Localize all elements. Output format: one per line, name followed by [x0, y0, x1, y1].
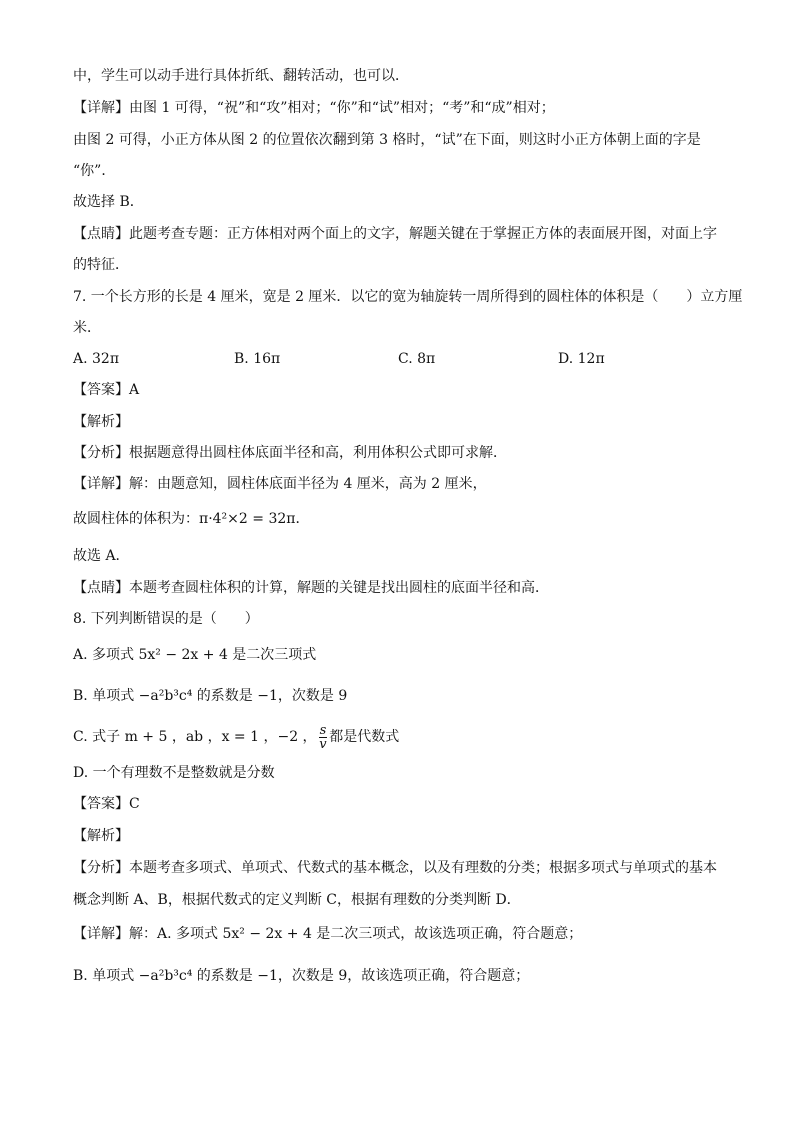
text-line: 由图 2 可得，小正方体从图 2 的位置依次翻到第 3 格时，“试”在下面，则这时小正方体朝上面的字是 [73, 132, 701, 148]
text-line: 【详解】由图 1 可得，“祝”和“攻”相对；“你”和“试”相对；“考”和“成”相对； [73, 100, 555, 116]
question-8-option-b: B. 单项式 −a²b³c⁴ 的系数是 −1，次数是 9 [73, 688, 348, 704]
answer-label: 【答案】A [73, 382, 140, 398]
question-8-stem: 8. 下列判断错误的是（ ） [73, 611, 259, 627]
fraction-numerator: s [319, 722, 327, 738]
analysis-text-cont: 概念判断 A、B，根据代数式的定义判断 C，根据有理数的分类判断 D． [73, 892, 521, 908]
text-line: 【点睛】此题考查专题：正方体相对两个面上的文字，解题关键在于掌握正方体的表面展开图，对面上字 [73, 226, 717, 242]
option-a: A. 32π [73, 351, 120, 367]
detail-text: 【详解】解：由题意知，圆柱体底面半径为 4 厘米，高为 2 厘米， [73, 476, 487, 492]
option-c-text: C. 式子 m + 5 ，ab ，x = 1 ，−2 ， [73, 729, 317, 745]
question-7-stem: 7. 一个长方形的长是 4 厘米，宽是 2 厘米．以它的宽为轴旋转一周所得到的圆柱体的体积是（ ）立方厘 [73, 289, 743, 305]
detail-text-b: B. 单项式 −a²b³c⁴ 的系数是 −1，次数是 9，故该选项正确，符合题意； [73, 968, 530, 984]
detail-text: 【详解】解：A. 多项式 5x² − 2x + 4 是二次三项式，故该选项正确，符合题意； [73, 926, 583, 942]
question-7-stem-cont: 米． [73, 320, 101, 336]
question-8-option-d: D. 一个有理数不是整数就是分数 [73, 765, 275, 781]
analysis-text: 【分析】根据题意得出圆柱体底面半径和高，利用体积公式即可求解． [73, 445, 507, 461]
option-c-suffix: 都是代数式 [329, 729, 400, 745]
question-8-option-c [73, 720, 399, 754]
analysis-heading: 【解析】 [73, 414, 129, 430]
analysis-heading: 【解析】 [73, 828, 129, 844]
text-line: 的特征． [73, 257, 129, 273]
fraction-s-over-v [319, 724, 328, 751]
analysis-text: 【分析】本题考查多项式、单项式、代数式的基本概念，以及有理数的分类；根据多项式与单项式的基本 [73, 860, 717, 876]
option-b: B. 16π [234, 351, 281, 367]
option-c: C. 8π [398, 351, 436, 367]
fraction-denominator: v [319, 736, 327, 752]
option-d: D. 12π [558, 351, 605, 367]
comment-text: 【点睛】本题考查圆柱体积的计算，解题的关键是找出圆柱的底面半径和高． [73, 580, 549, 596]
text-line: “你”． [73, 163, 116, 179]
text-line: 中，学生可以动手进行具体折纸、翻转活动，也可以． [73, 68, 409, 84]
volume-formula: 故圆柱体的体积为：π·4²×2 = 32π． [73, 511, 310, 527]
question-8-option-a: A. 多项式 5x² − 2x + 4 是二次三项式 [73, 647, 317, 663]
selection-text: 故选 A． [73, 548, 130, 564]
answer-label: 【答案】C [73, 796, 140, 812]
text-line: 故选择 B． [73, 194, 144, 210]
